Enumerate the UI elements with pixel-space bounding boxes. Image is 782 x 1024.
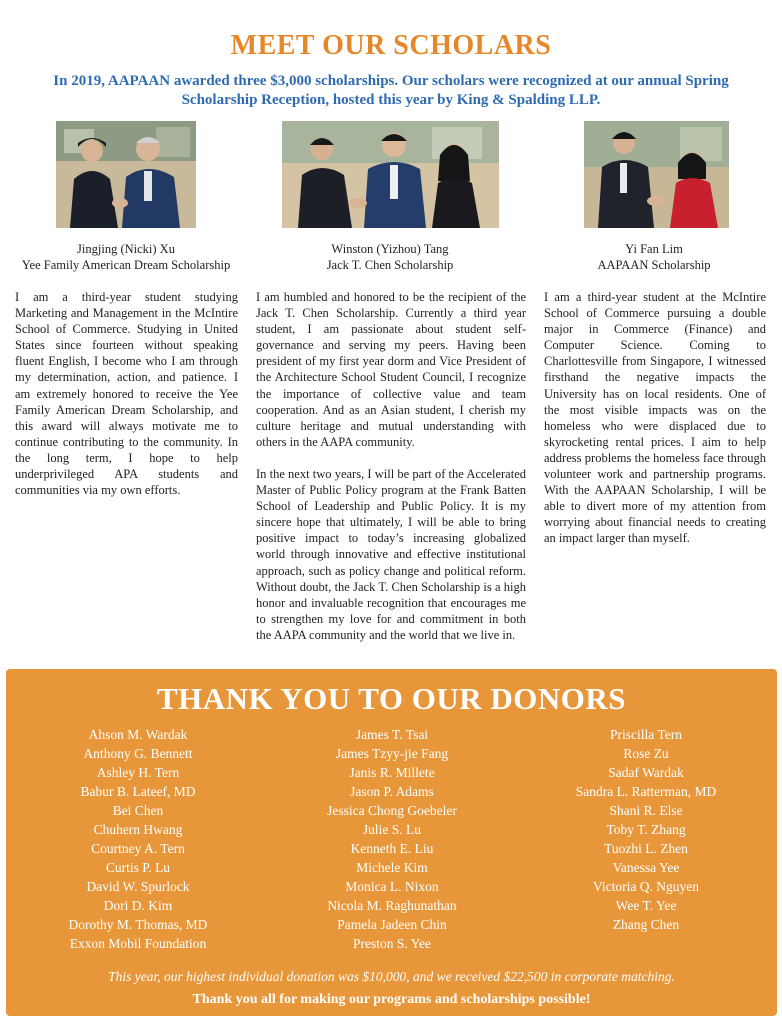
donor-name: Zhang Chen: [612, 917, 680, 932]
scholar-photo-xu: [56, 121, 196, 228]
donor-name: Anthony G. Bennett: [83, 746, 193, 761]
donor-name: Sandra L. Ratterman, MD: [575, 784, 717, 799]
donor-name: Courtney A. Tern: [91, 841, 185, 856]
scholarship-name: AAPAAN Scholarship: [597, 258, 711, 272]
donor-name: David W. Spurlock: [86, 879, 190, 894]
donor-name: Kenneth E. Liu: [350, 841, 434, 856]
donor-name: Dori D. Kim: [103, 898, 173, 913]
donor-name: Toby T. Zhang: [606, 822, 686, 837]
donor-name: Priscilla Tern: [610, 727, 682, 742]
scholar-bio-tang: [256, 289, 526, 659]
donor-column-2: [272, 725, 512, 953]
donation-footnote: This year, our highest individual donation was $10,000, and we received $22,500 in corporate matching.: [108, 969, 675, 984]
scholarship-name: Jack T. Chen Scholarship: [326, 258, 454, 272]
donor-name: Tuozhi L. Zhen: [604, 841, 688, 856]
donor-column-3: [526, 725, 766, 934]
donor-name: Wee T. Yee: [615, 898, 677, 913]
scholar-bio-xu: [15, 289, 238, 514]
bio-paragraph: I am humbled and honored to be the recipient of the Jack T. Chen Scholarship. Currently a third year student, I am passionate about student self-governance and serving my peers. Having been president of my first year dorm and Vice President of the Architecture School Student Council, I recognize the importance of collective value and team cooperation. And as an Asian student, I cherish my culture heritage and mutual understanding with others in the AAPA community.: [256, 290, 526, 449]
donor-name: Exxon Mobil Foundation: [69, 936, 207, 951]
bio-paragraph: I am a third-year student studying Marketing and Management in the McIntire School of Commerce. Studying in United States since fourteen without speaking fluent English, I become who I am through my determination, action, and patience. I am extremely honored to receive the Yee Family American Dream Scholarship, and this award will always motivate me to continue contributing to the community. In the long term, I hope to help underprivileged APA students and communities via my own efforts.: [15, 290, 238, 498]
scholar-bio-lim: [544, 289, 766, 563]
donor-name: Jason P. Adams: [350, 784, 434, 799]
donor-name: James T. Tsai: [355, 727, 429, 742]
scholar-caption-xu: [6, 241, 246, 273]
scholar-name: Winston (Yizhou) Tang: [331, 242, 449, 256]
donor-name: Janis R. Millete: [349, 765, 435, 780]
donor-column-1: [18, 725, 258, 953]
scholar-name: Yi Fan Lim: [625, 242, 683, 256]
donor-name: Ashley H. Tern: [96, 765, 180, 780]
donor-name: Michele Kim: [356, 860, 428, 875]
bio-paragraph: In the next two years, I will be part of the Accelerated Master of Public Policy program at the Frank Batten School of Leadership and Public Policy. It is my sincere hope that ultimately, I will be able to bring positive impact to today’s increasing globalized world through innovative and effective institutional approach, such as policy change and political reform. Without doubt, the Jack T. Chen Scholarship is a high honor and invaluable recognition that encourages me to strengthen my love for and commitment in both the AAPA community and the world that we live in.: [256, 466, 526, 642]
donor-name: Vanessa Yee: [612, 860, 680, 875]
scholar-photo-lim: [584, 121, 729, 228]
donor-name: Rose Zu: [623, 746, 669, 761]
donor-name: James Tzyy-jie Fang: [335, 746, 449, 761]
donor-name: Babur B. Lateef, MD: [80, 784, 196, 799]
intro-text: In 2019, AAPAAN awarded three $3,000 scholarships. Our scholars were recognized at our annual Spring Scholarship Reception, hosted this year by King & Spalding LLP.: [53, 73, 729, 108]
donor-name: Sadaf Wardak: [608, 765, 684, 780]
donors-panel: [6, 669, 777, 1016]
donor-name: Ahson M. Wardak: [88, 727, 188, 742]
donor-name: Monica L. Nixon: [345, 879, 439, 894]
donor-name: Jessica Chong Goebeler: [327, 803, 457, 818]
donor-name: Chuhern Hwang: [93, 822, 183, 837]
page-title: MEET OUR SCHOLARS: [230, 30, 552, 61]
scholarship-name: Yee Family American Dream Scholarship: [21, 258, 231, 272]
donor-name: Preston S. Yee: [352, 936, 431, 951]
donor-name: Pamela Jadeen Chin: [337, 917, 447, 932]
donor-name: Dorothy M. Thomas, MD: [68, 917, 208, 932]
donor-name: Nicola M. Raghunathan: [327, 898, 457, 913]
scholar-photo-tang: [282, 121, 499, 228]
bio-paragraph: I am a third-year student at the McIntire School of Commerce pursuing a double major in Commerce (Finance) and Computer Science. Coming to Charlottesville from Singapore, I witnessed firsthand the negative impacts the University has on local residents. One of the most visible impacts was on the homeless who were displaced due to skyrocketing rental prices. I aim to help address problems the homeless face through volunteer work and partnership programs. With the AAPAAN Scholarship, I will be able to divert more of my attention from worrying about financial needs to creating an impact larger than myself.: [544, 290, 766, 546]
scholar-caption-tang: [270, 241, 510, 273]
thank-you-line: Thank you all for making our programs and scholarships possible!: [192, 992, 591, 1007]
donors-title: THANK YOU TO OUR DONORS: [156, 681, 627, 716]
scholar-caption-lim: [534, 241, 774, 273]
donor-name: Bei Chen: [112, 803, 164, 818]
scholar-name: Jingjing (Nicki) Xu: [77, 242, 175, 256]
donor-name: Julie S. Lu: [362, 822, 422, 837]
donor-name: Curtis P. Lu: [105, 860, 171, 875]
donor-name: Shani R. Else: [609, 803, 683, 818]
donor-name: Victoria Q. Nguyen: [592, 879, 700, 894]
